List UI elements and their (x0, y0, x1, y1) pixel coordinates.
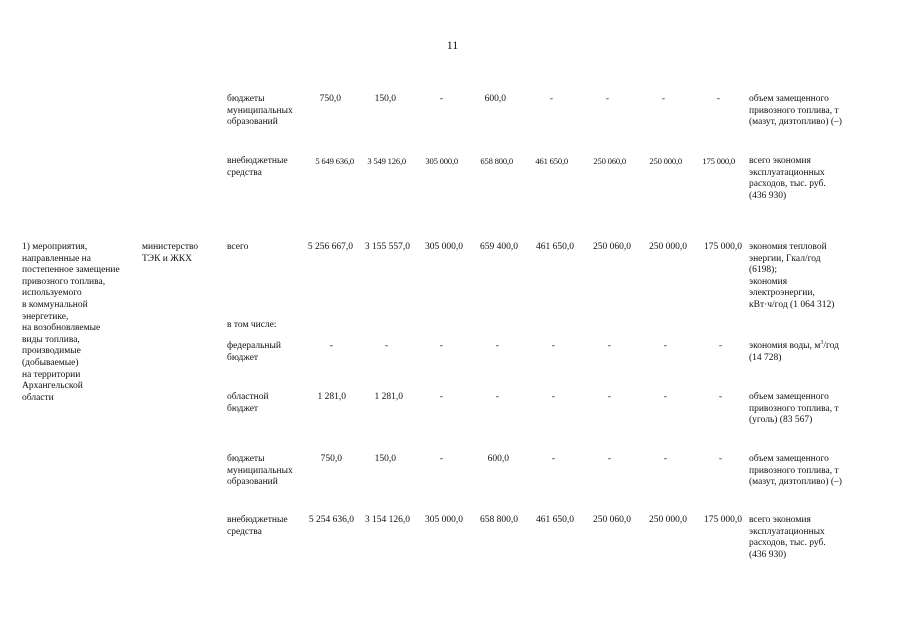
value-y7: - (718, 392, 722, 402)
value-y2: - (439, 454, 443, 464)
value-y3: 600,0 (487, 454, 509, 464)
value-y1: 3 155 557,0 (364, 242, 410, 252)
value-y2: 305 000,0 (425, 515, 463, 525)
executor-name: министерство ТЭК и ЖКХ (142, 242, 199, 264)
value-y5: - (605, 94, 609, 104)
value-y2: - (439, 392, 443, 402)
funding-source: областной бюджет (227, 392, 269, 414)
page-number: 11 (446, 38, 459, 52)
value-y5: 250 060,0 (593, 242, 631, 252)
funding-source: федеральный бюджет (227, 341, 281, 363)
value-y4: 461 650,0 (536, 242, 574, 252)
funding-source: всего (227, 242, 249, 252)
value-y4: 461 650,0 (535, 156, 568, 166)
value-y3: - (495, 392, 499, 402)
value-y1: 3 549 126,0 (367, 156, 406, 166)
value-y6: - (663, 454, 667, 464)
value-y1: 150,0 (374, 454, 396, 464)
value-y4: 461 650,0 (536, 515, 574, 525)
funding-subheading: в том числе: (227, 320, 277, 330)
value-y3: 658 800,0 (480, 515, 518, 525)
indicator: объем замещенного привозного топлива, т (мазут, дизтопливо) (–) (749, 454, 842, 488)
value-y1: 150,0 (374, 94, 396, 104)
value-total: 1 281,0 (317, 392, 346, 402)
value-y6: 250 000,0 (649, 156, 682, 166)
value-y4: - (551, 341, 555, 351)
value-y6: - (661, 94, 665, 104)
value-y3: - (495, 341, 499, 351)
value-y4: - (551, 454, 555, 464)
value-y4: - (551, 392, 555, 402)
value-y5: 250 060,0 (593, 156, 626, 166)
value-y2: - (439, 341, 443, 351)
value-y1: - (384, 341, 388, 351)
value-total: 5 256 667,0 (307, 242, 353, 252)
value-y5: - (607, 341, 611, 351)
value-y7: - (718, 341, 722, 351)
measure-name: 1) мероприятия, направленные на постепенное замещение привозного топлива, используемого в коммунальной энергетике, на возобновляемые виды топлива, производимые (добываемые) на территории Архангельской области (22, 242, 120, 403)
indicator: объем замещенного привозного топлива, т (мазут, дизтопливо) (–) (749, 94, 842, 128)
value-y6: - (663, 392, 667, 402)
value-y3: 659 400,0 (480, 242, 518, 252)
indicator: объем замещенного привозного топлива, т (уголь) (83 567) (749, 392, 839, 426)
value-y6: 250 000,0 (649, 515, 687, 525)
value-y7: - (716, 94, 720, 104)
value-total: 5 649 636,0 (315, 156, 354, 166)
value-y6: 250 000,0 (649, 242, 687, 252)
value-y7: - (718, 454, 722, 464)
value-total: 750,0 (319, 94, 341, 104)
value-y5: - (607, 392, 611, 402)
value-y6: - (663, 341, 667, 351)
value-y5: 250 060,0 (593, 515, 631, 525)
indicator: экономия воды, $м^3$/год (14 728) (749, 339, 839, 363)
value-total: - (329, 341, 333, 351)
indicator: всего экономия эксплуатационных расходов, тыс. руб. (436 930) (749, 515, 826, 560)
value-y1: 3 154 126,0 (364, 515, 410, 525)
value-y7: 175 000,0 (704, 515, 742, 525)
funding-source: бюджеты муниципальных образований (227, 94, 293, 128)
value-y1: 1 281,0 (374, 392, 403, 402)
value-y7: 175 000,0 (704, 242, 742, 252)
value-y4: - (549, 94, 553, 104)
value-y2: 305 000,0 (425, 242, 463, 252)
funding-source: внебюджетные средства (227, 156, 288, 178)
indicator: экономия тепловой энергии, Гкал/год (6198); экономия электроэнергии, кВт·ч/год (1 064 312) (749, 242, 835, 310)
value-y3: 658 800,0 (480, 156, 513, 166)
value-y2: - (439, 94, 443, 104)
value-y3: 600,0 (484, 94, 506, 104)
value-total: 750,0 (320, 454, 342, 464)
value-y2: 305 000,0 (425, 156, 458, 166)
value-y7: 175 000,0 (702, 156, 735, 166)
value-y5: - (607, 454, 611, 464)
value-total: 5 254 636,0 (308, 515, 354, 525)
funding-source: внебюджетные средства (227, 515, 288, 537)
funding-source: бюджеты муниципальных образований (227, 454, 293, 488)
indicator: всего экономия эксплуатационных расходов, тыс. руб. (436 930) (749, 156, 826, 201)
